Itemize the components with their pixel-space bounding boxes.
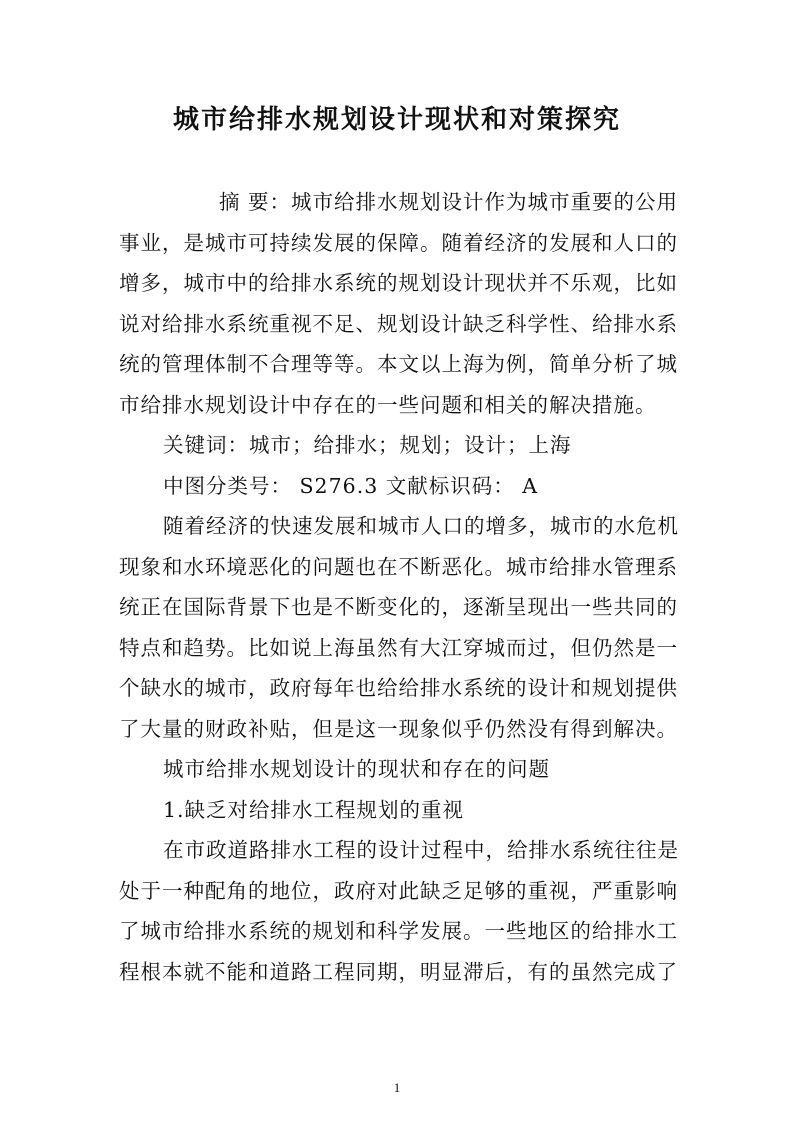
document-title: 城市给排水规划设计现状和对策探究 (172, 105, 621, 135)
intro-line: 现象和水环境恶化的问题也在不断恶化。城市给排水管理系 (119, 554, 678, 579)
subsection-line: 了城市给排水系统的规划和科学发展。一些地区的给排水工 (119, 919, 678, 943)
subsection-line: 在市政道路排水工程的设计过程中，给排水系统往往是 (163, 838, 679, 862)
abstract-line: 说对给排水系统重视不足、规划设计缺乏科学性、给排水系 (119, 311, 678, 336)
intro-line: 统正在国际背景下也是不断变化的，逐渐呈现出一些共同的 (119, 595, 678, 619)
intro-line: 个缺水的城市，政府每年也给给排水系统的设计和规划提供 (119, 676, 678, 700)
abstract-line: 摘 要：城市给排水规划设计作为城市重要的公用 (219, 190, 679, 214)
abstract-line: 统的管理体制不合理等等。本文以上海为例，简单分析了城 (119, 352, 678, 376)
page-number: 1 (393, 1080, 401, 1095)
section-heading: 城市给排水规划设计的现状和存在的问题 (163, 757, 550, 781)
keywords-line: 关键词：城市；给排水；规划；设计；上海 (163, 433, 572, 457)
intro-line: 特点和趋势。比如说上海虽然有大江穿城而过，但仍然是一 (119, 635, 678, 660)
subsection-heading: 1.缺乏对给排水工程规划的重视 (163, 797, 465, 822)
classification-line: 中图分类号： S276.3 文献标识码： A (163, 473, 539, 498)
intro-line: 随着经济的快速发展和城市人口的增多，城市的水危机 (163, 514, 679, 538)
abstract-line: 市给排水规划设计中存在的一些问题和相关的解决措施。 (119, 392, 657, 417)
subsection-line: 处于一种配角的地位，政府对此缺乏足够的重视，严重影响 (119, 878, 678, 903)
abstract-line: 增多，城市中的给排水系统的规划设计现状并不乐观，比如 (119, 271, 678, 295)
subsection-line: 程根本就不能和道路工程同期，明显滞后，有的虽然完成了 (119, 959, 678, 984)
intro-line: 了大量的财政补贴，但是这一现象似乎仍然没有得到解决。 (119, 716, 678, 741)
abstract-line: 事业，是城市可持续发展的保障。随着经济的发展和人口的 (119, 230, 678, 255)
document-body (119, 182, 681, 992)
